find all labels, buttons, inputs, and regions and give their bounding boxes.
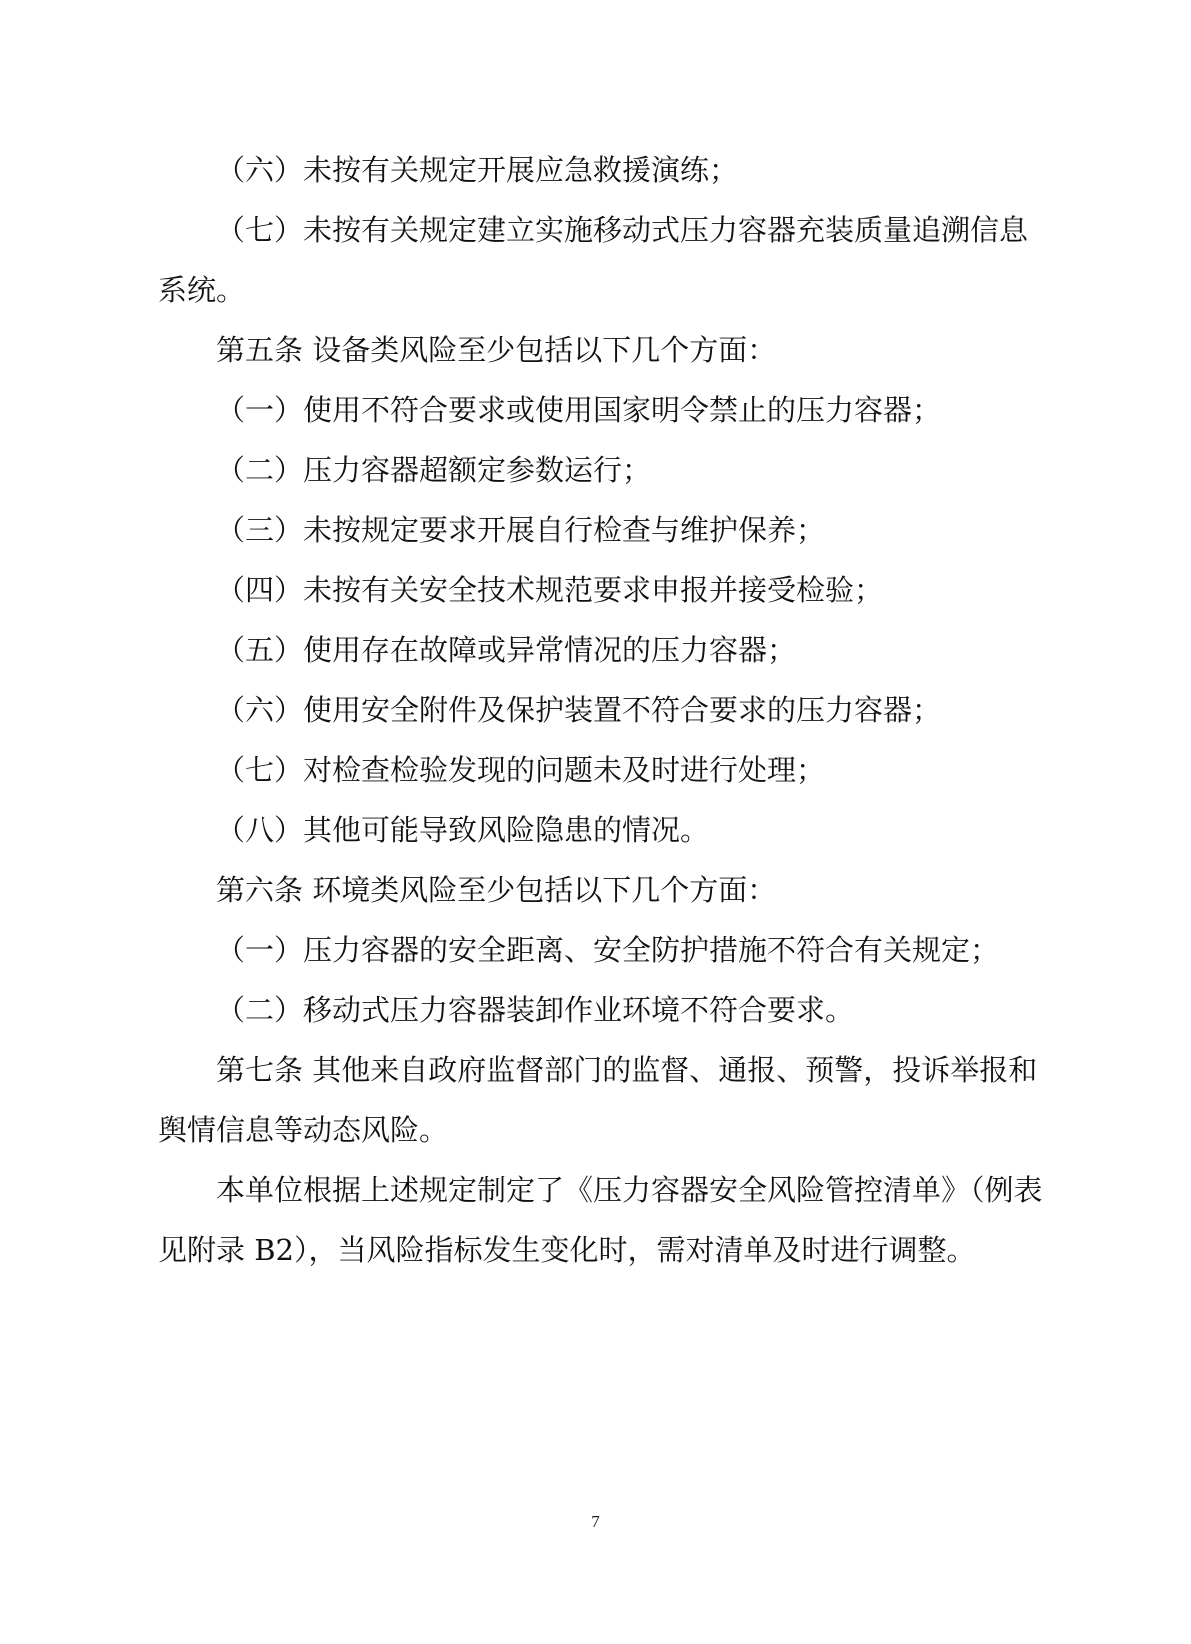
list-item: （四）未按有关安全技术规范要求申报并接受检验； xyxy=(216,573,884,607)
page-number: 7 xyxy=(591,1512,600,1531)
list-item: （一）使用不符合要求或使用国家明令禁止的压力容器； xyxy=(216,393,942,427)
list-item: （二）移动式压力容器装卸作业环境不符合要求。 xyxy=(216,993,855,1027)
list-item: （八）其他可能导致风险隐患的情况。 xyxy=(216,813,710,847)
list-item: （六）未按有关规定开展应急救援演练； xyxy=(216,153,739,187)
closing-paragraph: 本单位根据上述规定制定了《压力容器安全风险管控清单》（例表见附录 B2），当风险指标发生变化时，需对清单及时进行调整。 xyxy=(158,1173,1043,1267)
article-heading: 第五条 设备类风险至少包括以下几个方面： xyxy=(216,333,777,367)
body-text xyxy=(158,140,1048,1280)
list-item: （三）未按规定要求开展自行检查与维护保养； xyxy=(216,513,826,547)
list-item: （七）对检查检验发现的问题未及时进行处理； xyxy=(216,753,826,787)
article-heading: 第六条 环境类风险至少包括以下几个方面： xyxy=(216,873,777,907)
list-item: （五）使用存在故障或异常情况的压力容器； xyxy=(216,633,797,667)
list-item: （一）压力容器的安全距离、安全防护措施不符合有关规定； xyxy=(216,933,1000,967)
list-item: （六）使用安全附件及保护装置不符合要求的压力容器； xyxy=(216,693,942,727)
article-paragraph: 第七条 其他来自政府监督部门的监督、通报、预警，投诉举报和舆情信息等动态风险。 xyxy=(158,1053,1038,1147)
list-item: （七）未按有关规定建立实施移动式压力容器充装质量追溯信息系统。 xyxy=(158,213,1029,307)
list-item: （二）压力容器超额定参数运行； xyxy=(216,453,652,487)
